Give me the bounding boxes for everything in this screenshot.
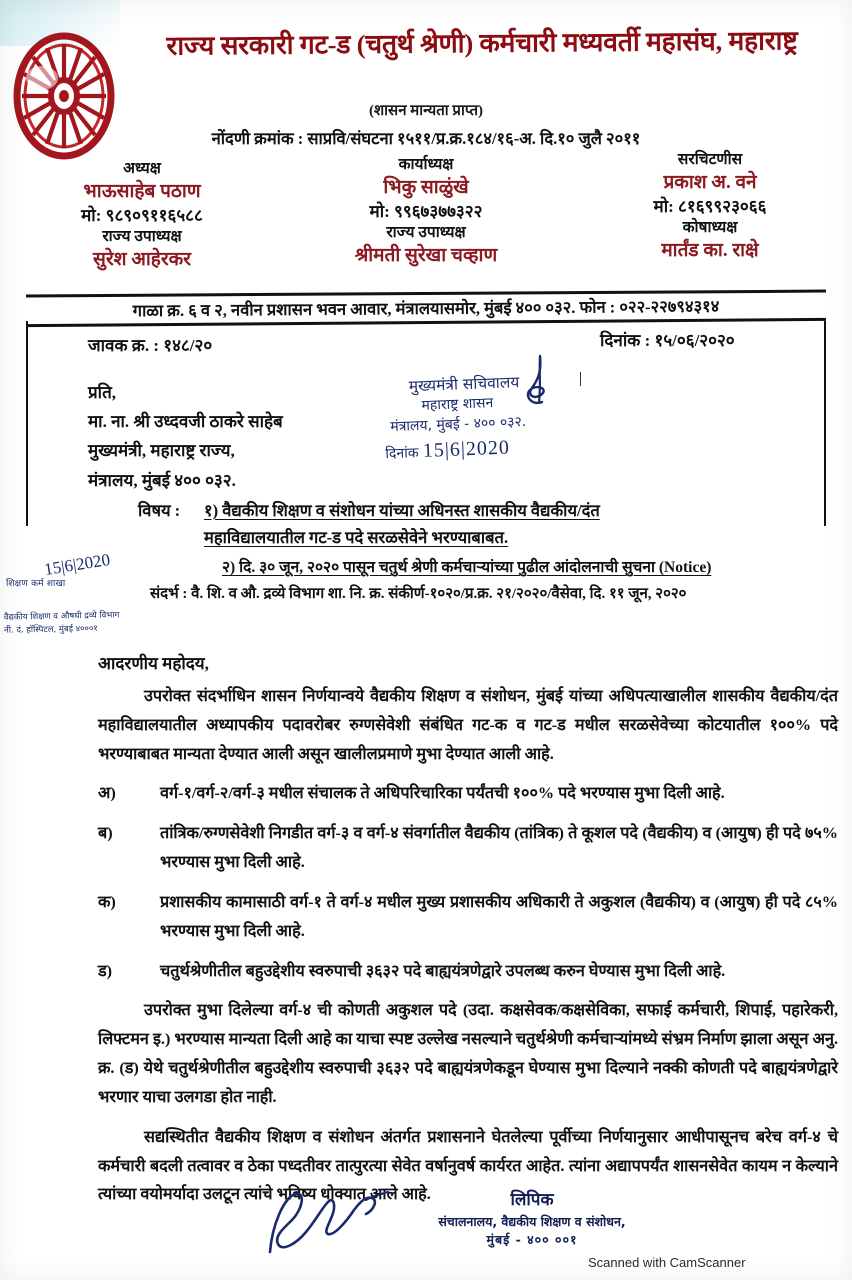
camscanner-watermark: Scanned with CamScanner: [588, 1255, 746, 1270]
closing-designation-block: [392, 1188, 672, 1249]
closing-city: मुंबई - ४०० ००१: [486, 1231, 578, 1247]
officer-second-name: श्रीमती सुरेखा चव्हाण: [354, 245, 498, 267]
government-approval-line: (शासन मान्यता प्राप्त): [368, 103, 484, 119]
officer-second-role: राज्य उपाध्यक्ष: [386, 223, 466, 241]
department-receipt-stamp: [4, 608, 175, 638]
officer-name: भाऊसाहेब पठाण: [83, 181, 201, 203]
officer-mobile: मो: ८१६९९२३०६६: [653, 196, 767, 216]
subject-label: विषय :: [138, 501, 181, 520]
officer-role: सरचिटणीस: [677, 151, 743, 168]
letter-date: दिनांक : १५/०६/२०२०: [600, 331, 735, 350]
organization-title: राज्य सरकारी गट-ड (चतुर्थ श्रेणी) कर्मचारी मध्यवर्ती महासंघ, महाराष्ट्र: [166, 25, 798, 61]
body-paragraph-confusion: उपरोक्त मुभा दिलेल्या वर्ग-४ ची कोणती अकुशल पदे (उदा. कक्षसेवक/कक्षसेविका, सफाई कर्मचारी, शिपाई, पहारेकरी, लिफ्टमन इ.) भरण्यास मान्यता दिली आहे का याचा स्पष्ट उल्लेख नसल्याने चतुर्थश्रेणी कर्मचाऱ्यांमध्ये संभ्रम निर्माण झाला असून अनु. क्र. (ड) येथे चतुर्थश्रेणीतील बहुउद्देशीय स्वरुपाची ३६३२ पदे बाह्ययंत्रणेकडून घेण्यास मुभा दिल्याने नक्की कोणती पदे बाह्ययंत्रणेद्वारे भरणार याचा उलगडा होत नाही.: [98, 1001, 838, 1106]
officer-mobile: मो: ९८९०९११६५८८: [81, 205, 203, 225]
reference-line: संदर्भ : वै. शि. व औ. द्रव्ये विभाग शा. नि. क्र. संकीर्ण-१०२०/प्र.क्र. २१/२०२०/वैसेवा, दि. ११ जून, २०२०: [150, 586, 687, 602]
subject-item-2: २) दि. ३० जून, २०२० पासून चतुर्थ श्रेणी कर्मचाऱ्यांच्या पुढील आंदोलनाची सुचना (Notice): [222, 559, 712, 577]
chief-minister-secretariat-stamp: [380, 368, 613, 467]
stamp-line-3: मंत्रालय, मुंबई - ४०० ०३२.: [389, 413, 527, 435]
margin-handwritten-annotation: [6, 549, 166, 591]
officer-name: भिकु साळुंखे: [383, 177, 469, 199]
lettered-point-d: [98, 957, 838, 986]
officer-column-president: [0, 159, 284, 273]
outward-number: जावक क्र. : १४८/२०: [88, 336, 213, 355]
stamp-date-value: 15|6|2020: [422, 436, 511, 462]
officer-role: अध्यक्ष: [123, 160, 161, 177]
lettered-point-b: [98, 819, 838, 877]
recipient-address: मंत्रालय, मुंबई ४०० ०३२.: [88, 470, 236, 490]
stamp-line-2: महाराष्ट्र शासन: [421, 395, 494, 414]
lettered-point-c: [98, 888, 838, 946]
salutation: आदरणीय महोदय,: [98, 654, 209, 673]
officer-mobile: मो: ९९६७३७७३२२: [369, 201, 483, 221]
body-paragraph-intro: उपरोक्त संदर्भाधिन शासन निर्णयान्वये वैद्यकीय शिक्षण व संशोधन, मुंबई यांच्या अधिपत्याखालील शासकीय वैद्यकीय/दंत महाविद्यालयातील अध्यापकीय पदावरोबर रुग्णसेवेशी संबंधित गट-क व गट-ड मधील सरळसेवेच्या कोटयातील १००% पदे भरण्याबाबत मान्यता देण्यात आली असून खालीलप्रमाणे मुभा देण्यात आली आहे.: [98, 687, 838, 763]
closing-title: लिपिक: [510, 1190, 554, 1210]
point-text: वर्ग-१/वर्ग-२/वर्ग-३ मधील संचालक ते अधिपरिचारिका पर्यंतची १००% पदे भरण्यास मुभा दिली आहे.: [160, 784, 725, 803]
officer-second-name: मार्तंड का. राक्षे: [661, 240, 759, 262]
officer-column-general-secretary: [568, 150, 852, 264]
point-letter: अ): [98, 784, 116, 803]
stamp-line-1: मुख्यमंत्री सचिवालय: [408, 373, 520, 396]
officer-role: कार्याध्यक्ष: [398, 156, 454, 173]
point-text: चतुर्थश्रेणीतील बहुउद्देशीय स्वरुपाची ३६३२ पदे बाह्ययंत्रणेद्वारे उपलब्ध करुन घेण्यास मुभा दिली आहे.: [160, 961, 726, 980]
closing-office: संचालनालय, वैद्यकीय शिक्षण व संशोधन,: [438, 1213, 626, 1229]
point-text: प्रशासकीय कामासाठी वर्ग-१ ते वर्ग-४ मधील मुख्य प्रशासकीय अधिकारी ते अकुशल (वैद्यकीय) व (आयुष) ही पदे ८५% भरण्यास मुभा दिली आहे.: [160, 892, 838, 940]
point-letter: क): [98, 892, 116, 911]
point-letter: ड): [98, 961, 113, 980]
recipient-name: मा. ना. श्री उध्दवजी ठाकरे साहेब: [88, 412, 283, 432]
subject-block: [138, 498, 838, 581]
margin-note-1: शिक्षण कर्म शाखा: [6, 578, 66, 589]
handwritten-signature: [262, 1186, 392, 1263]
office-address-line: गाळा क्र. ६ व २, नवीन प्रशासन भवन आवार, मंत्रालयासमोर, मुंबई ४०० ०३२. फोन : ०२२-२२७९४३१४: [132, 296, 720, 321]
letter-border-right: [824, 321, 826, 526]
lettered-point-a: [98, 779, 838, 808]
registration-number-line: नोंदणी क्रमांक : साप्रवि/संघटना १५११/प्र.क्र.१८४/१६-अ. दि.१० जुलै २०११: [211, 129, 641, 148]
letter-border-left: [26, 321, 28, 526]
officer-second-name: सुरेश आहेरकर: [93, 249, 191, 271]
recipient-block: [88, 378, 283, 495]
officers-row: [0, 151, 852, 271]
officer-second-role: राज्य उपाध्यक्ष: [102, 227, 182, 245]
point-letter: ब): [98, 824, 113, 843]
subject-item-1-line-2: महाविद्यालयातील गट-ड पदे सरळसेवेने भरण्याबाबत.: [204, 527, 509, 547]
subject-item-1-line-1: १) वैद्यकीय शिक्षण व संशोधन यांच्या अधिनस्त शासकीय वैद्यकीय/दंत: [204, 501, 600, 520]
margin-date-scribble: 15|6|2020: [42, 549, 112, 580]
officer-name: प्रकाश अ. वने: [663, 172, 757, 194]
recipient-designation: मुख्यमंत्री, महाराष्ट्र राज्य,: [88, 441, 235, 461]
dept-stamp-line-1: वैद्यकीय शिक्षण व औषधी द्रव्ये विभाग: [3, 610, 120, 623]
letter-body: [98, 682, 838, 1220]
stamp-date-label: दिनांक: [385, 444, 419, 463]
point-text: तांत्रिक/रुग्णसेवेशी निगडीत वर्ग-३ व वर्ग-४ संवर्गातील वैद्यकीय (तांत्रिक) ते कूशल पदे (वैद्यकीय) व (आयुष) ही पदे ७५% भरण्यास मुभा दिली आहे.: [160, 824, 838, 872]
body-paragraph-status: सद्यस्थितीत वैद्यकीय शिक्षण व संशोधन अंतर्गत प्रशासनाने घेतलेल्या पूर्वीच्या निर्णयानुसार आधीपासूनच बरेच वर्ग-४ चे कर्मचारी बदली तत्वावर व ठेका पध्दतीवर तात्पुरत्या सेवेत वर्षानुवर्ष कार्यरत आहेत. त्यांना अद्यापपर्यंत शासनसेवेत कायम न केल्याने त्यांच्या वयोमर्यादा उलटून त्यांचे भविष्य धोक्यात आले आहे.: [98, 1127, 838, 1204]
officer-column-working-president: [284, 155, 568, 269]
dept-stamp-line-2: नी. दं. हॉस्पिटल, मुंबई ४०००१: [4, 623, 98, 636]
officer-second-role: कोषाध्यक्ष: [682, 218, 738, 236]
recipient-to-label: प्रति,: [88, 383, 117, 402]
